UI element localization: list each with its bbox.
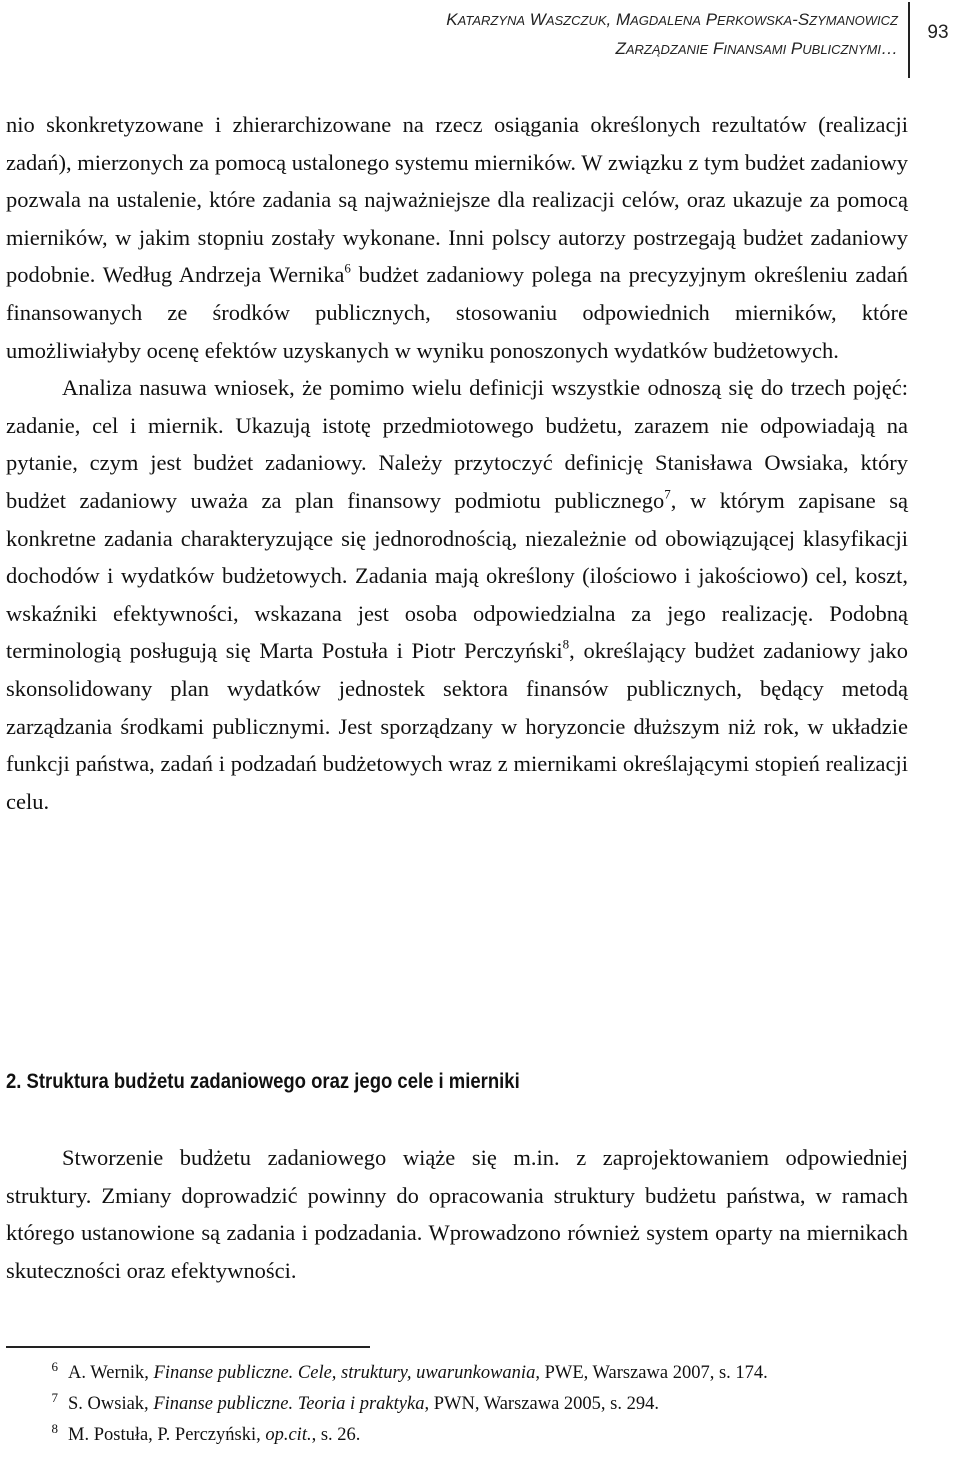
header-divider (908, 2, 910, 78)
footnote-7: 7 S. Owsiak, Finanse publiczne. Teoria i praktyka, PWN, Warszawa 2005, s. 294. (51, 1389, 659, 1414)
page-number: 93 (927, 22, 949, 43)
paragraph-2: Analiza nasuwa wniosek, że pomimo wielu definicji wszystkie odnoszą się do trzech pojęć: zadanie, cel i miernik. Ukazują istotę przedmiotowego budżetu, zarazem nie odpowiadają na pytanie, czym jest budżet zadaniowy. Należy przytoczyć definicję Stanisława Owsiaka, który budżet zadaniowy uważa za plan finansowy podmiotu publicznego$^7$, w którym zapisane są konkretne zadania charakteryzujące się jednorodnością, niezależnie od obowiązującej klasyfikacji dochodów i wydatków budżetowych. Zadania mają określony (ilościowo i jakościowo) cel, koszt, wskaźniki efektywności, wskazana jest osoba odpowiedzialna za jego realizację. Podobną terminologią posługują się Marta Postuła i Piotr Perczyński$^8$, określający budżet zadaniowy jako skonsolidowany plan wydatków jednostek sektora finansów publicznych, będący metodą zarządzania środkami publicznymi. Jest sporządzany w horyzoncie dłuższym niż rok, w układzie funkcji państwa, zadań i podzadań budżetowych wraz z miernikami określającymi stopień realizacji celu. (6, 375, 908, 814)
running-header (446, 6, 898, 64)
body-text (6, 106, 908, 820)
section-body (6, 1139, 908, 1289)
section-heading: 2. Struktura budżetu zadaniowego oraz jego cele i mierniki (6, 1069, 520, 1093)
paragraph-1: nio skonkretyzowane i zhierarchizowane na rzecz osiągania określonych rezultatów (realizacji zadań), mierzonych za pomocą ustalonego systemu mierników. W związku z tym budżet zadaniowy pozwala na ustalenie, które zadania są najważniejsze dla realizacji celów, oraz ukazuje za pomocą mierników, w jakim stopniu zostały wykonane. Inni polscy autorzy postrzegają budżet zadaniowy podobnie. Według Andrzeja Wernika$^6$ budżet zadaniowy polega na precyzyjnym określeniu zadań finansowanych ze środków publicznych, stosowaniu odpowiednich mierników, które umożliwiałyby ocenę efektów uzyskanych w wyniku ponoszonych wydatków budżetowych. (6, 112, 908, 363)
footnote-6: 6 A. Wernik, Finanse publiczne. Cele, struktury, uwarunkowania, PWE, Warszawa 2007, s. 174. (51, 1358, 768, 1383)
footnote-separator (6, 1346, 370, 1348)
footnote-8: 8 M. Postuła, P. Perczyński, op.cit., s. 26. (51, 1420, 361, 1445)
footnote-ref-7[interactable]: 7 (664, 486, 671, 502)
header-title: ZARZĄDZANIE FINANSAMI PUBLICZNYMI… (615, 39, 898, 58)
footnote-ref-6[interactable]: 6 (344, 260, 351, 276)
footnotes (6, 1360, 908, 1453)
header-authors: KATARZYNA WASZCZUK, MAGDALENA PERKOWSKA-SZYMANOWICZ (446, 10, 898, 29)
footnote-ref-8[interactable]: 8 (562, 636, 570, 652)
section-paragraph: Stworzenie budżetu zadaniowego wiąże się m.in. z zaprojektowaniem odpowiedniej struktury. Zmiany doprowadzić powinny do opracowania struktury budżetu państwa, w ramach którego ustanowione są zadania i podzadania. Wprowadzono również system oparty na miernikach skuteczności oraz efektywności. (6, 1145, 908, 1283)
